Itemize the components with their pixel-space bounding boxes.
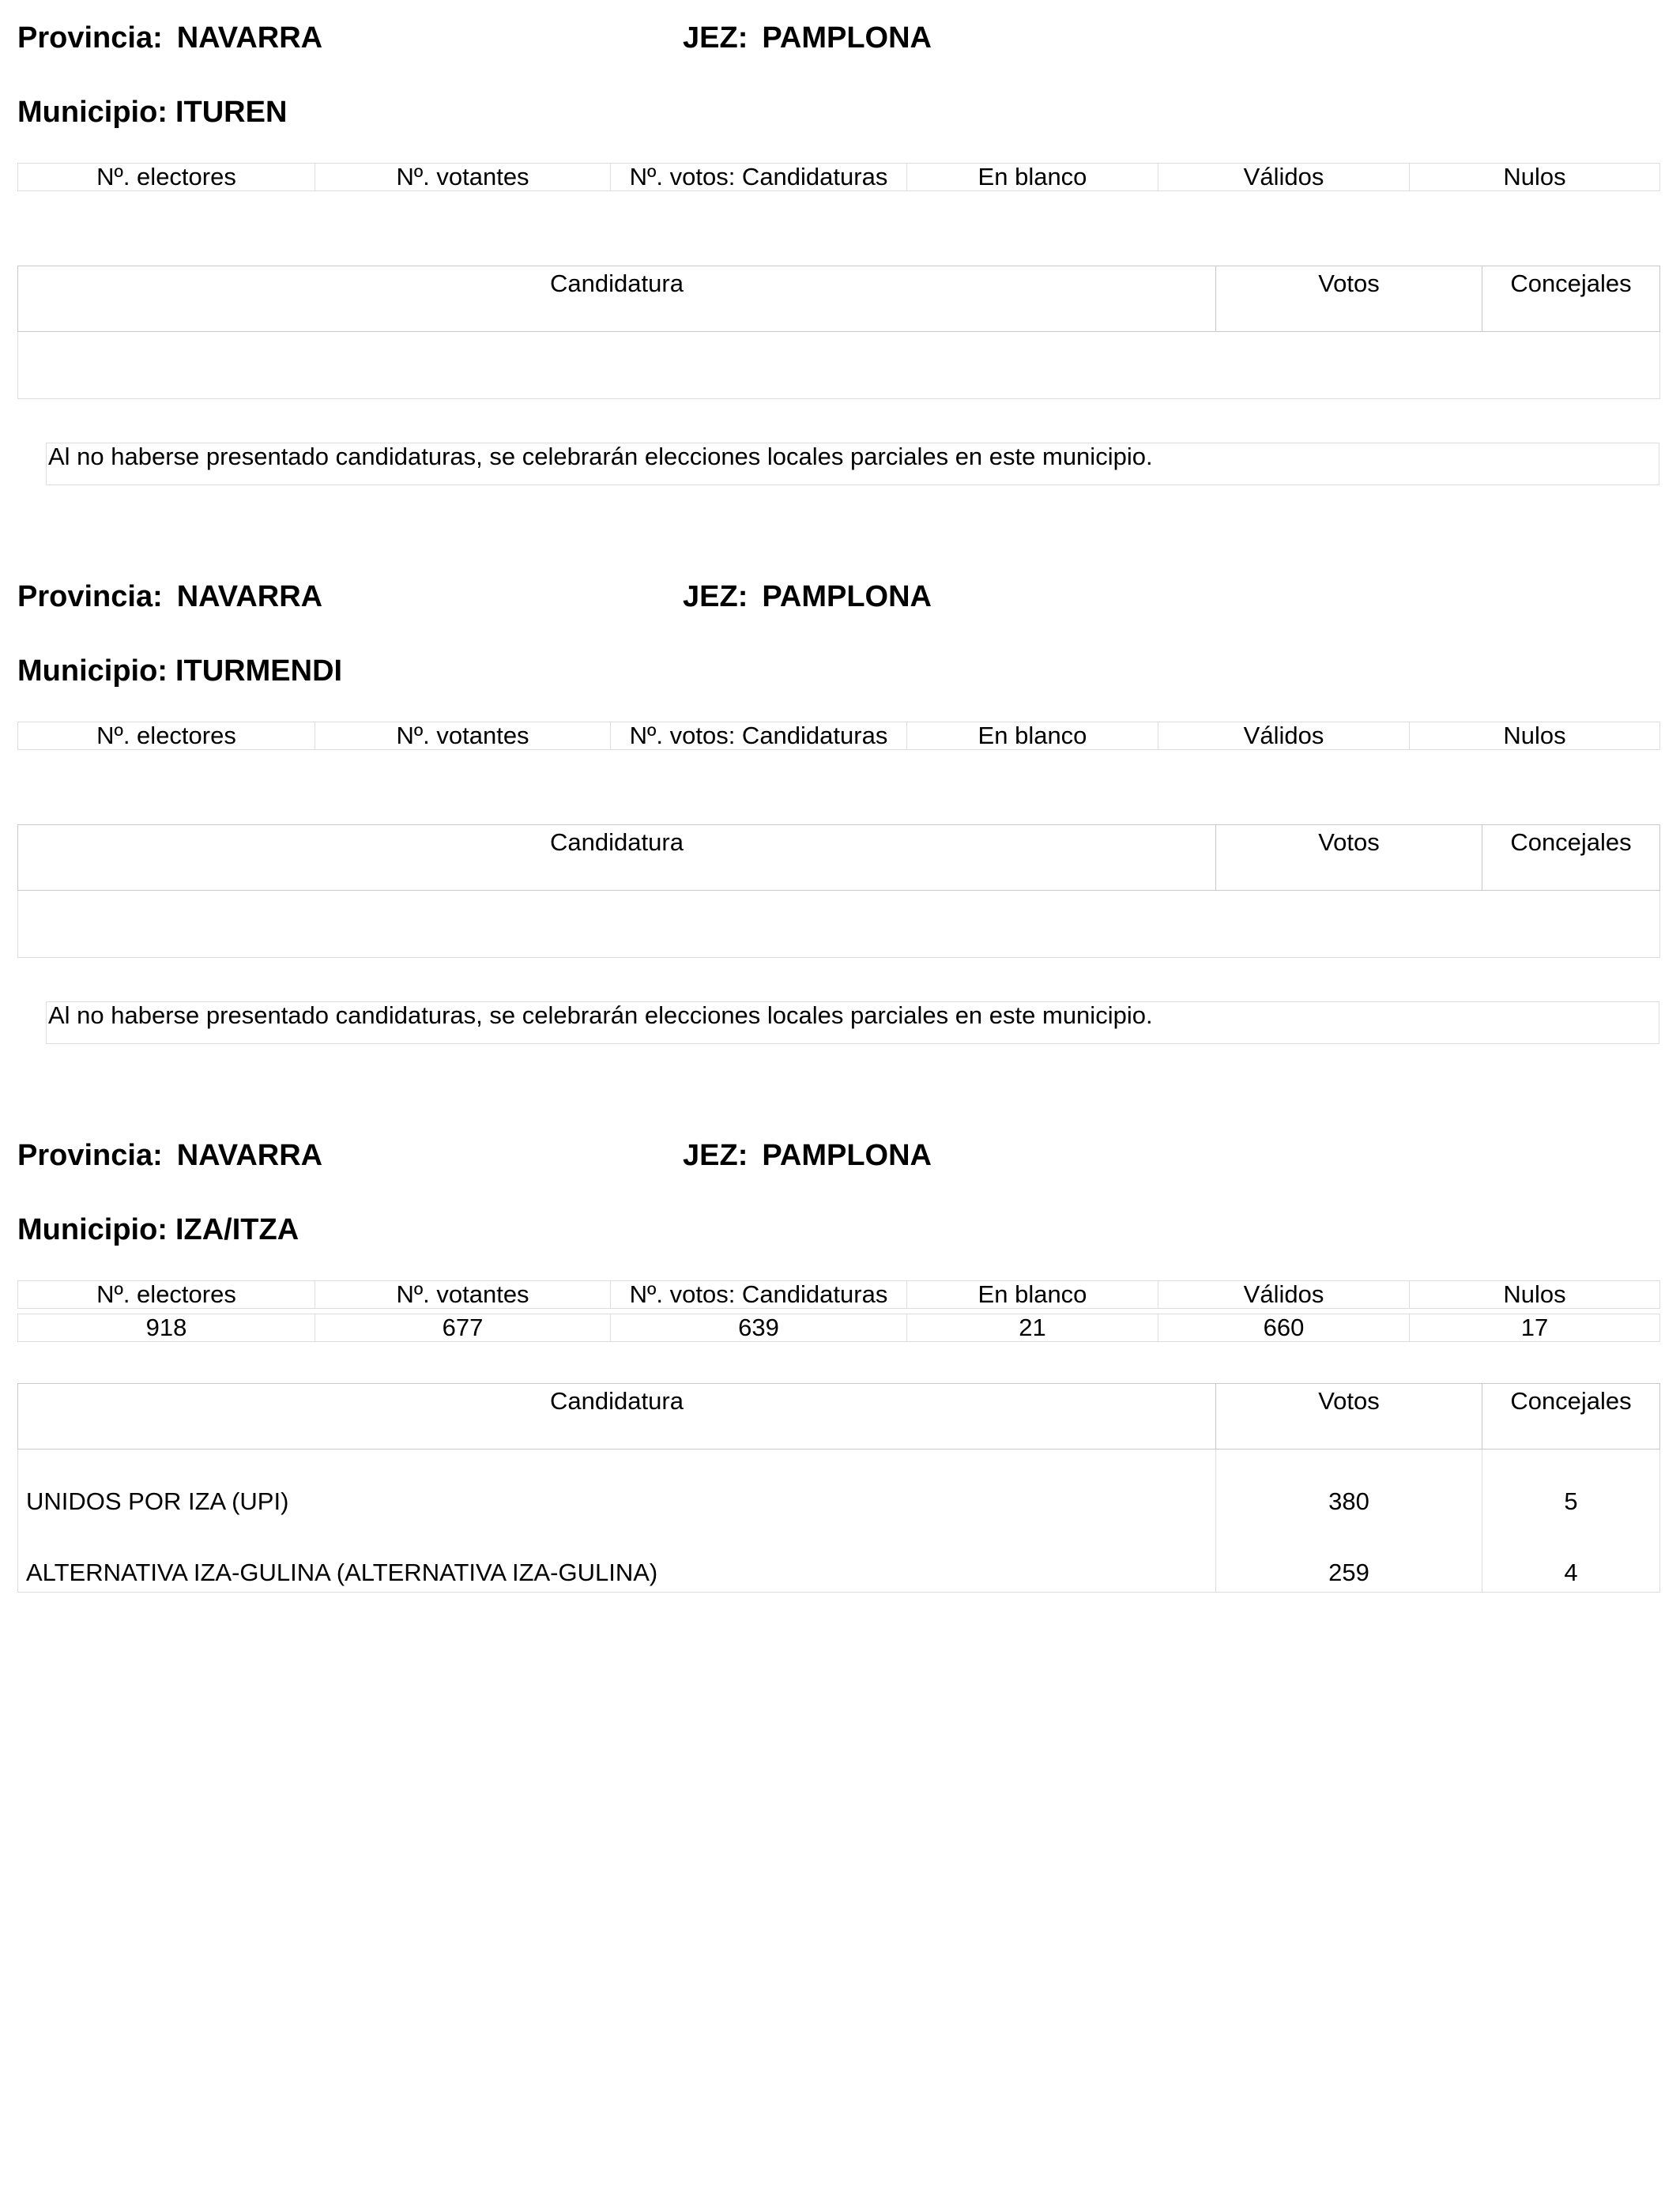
stat-header-electores: Nº. electores (18, 722, 315, 750)
stat-header-votantes: Nº. votantes (315, 1281, 611, 1309)
jez-value: PAMPLONA (762, 1139, 932, 1172)
stat-header-nulos: Nulos (1410, 1281, 1660, 1309)
empty-candidaturas-row (18, 332, 1660, 399)
provincia-heading (17, 579, 322, 614)
provincia-value: NAVARRA (176, 580, 323, 613)
cand-header-votos: Votos (1216, 1384, 1482, 1449)
municipio-block-ituren (0, 0, 1680, 561)
municipio-block-iza-itza (0, 1118, 1680, 1679)
municipio-label: Municipio: (17, 96, 168, 129)
municipio-label: Municipio: (17, 654, 168, 688)
jez-heading (683, 1138, 932, 1173)
stat-header-validos: Válidos (1158, 164, 1410, 191)
cand-header-concejales: Concejales (1482, 266, 1660, 332)
candidatura-concejales: 4 (1482, 1521, 1660, 1593)
stat-header-nulos: Nulos (1410, 722, 1660, 750)
candidatura-name: UNIDOS POR IZA (UPI) (18, 1449, 1216, 1521)
jez-label: JEZ: (683, 580, 748, 613)
jez-value: PAMPLONA (762, 21, 932, 55)
cand-header-candidatura: Candidatura (18, 1384, 1216, 1449)
jez-label: JEZ: (683, 1139, 748, 1172)
stats-values-table (17, 1314, 1660, 1342)
municipio-value: ITUREN (175, 96, 288, 129)
stat-header-nulos: Nulos (1410, 164, 1660, 191)
municipio-heading (17, 654, 342, 688)
municipio-heading (17, 95, 287, 130)
candidatura-votos: 259 (1216, 1521, 1482, 1593)
municipio-value: ITURMENDI (175, 654, 343, 688)
provincia-heading (17, 1138, 322, 1173)
provincia-label: Provincia: (17, 580, 163, 613)
candidatura-name: ALTERNATIVA IZA-GULINA (ALTERNATIVA IZA-GULINA) (18, 1521, 1216, 1593)
stats-header-table (17, 163, 1660, 191)
stat-header-en-blanco: En blanco (907, 1281, 1158, 1309)
provincia-heading (17, 21, 322, 55)
provincia-label: Provincia: (17, 21, 163, 55)
cand-header-candidatura: Candidatura (18, 825, 1216, 891)
no-candidaturas-note: Al no haberse presentado candidaturas, se celebrarán elecciones locales parciales en este municipio. (46, 443, 1659, 485)
cand-header-concejales: Concejales (1482, 825, 1660, 891)
candidaturas-table (17, 1383, 1660, 1593)
candidaturas-table (17, 824, 1660, 958)
stat-value-en-blanco: 21 (907, 1314, 1158, 1342)
stat-header-votos-candidaturas: Nº. votos: Candidaturas (611, 164, 907, 191)
stats-header-table (17, 1280, 1660, 1309)
stat-header-votos-candidaturas: Nº. votos: Candidaturas (611, 1281, 907, 1309)
stat-header-votos-candidaturas: Nº. votos: Candidaturas (611, 722, 907, 750)
provincia-value: NAVARRA (176, 1139, 323, 1172)
table-row (18, 1449, 1660, 1521)
provincia-label: Provincia: (17, 1139, 163, 1172)
stat-value-nulos: 17 (1410, 1314, 1660, 1342)
candidaturas-table (17, 266, 1660, 399)
municipio-label: Municipio: (17, 1213, 168, 1246)
cand-header-candidatura: Candidatura (18, 266, 1216, 332)
municipio-value: IZA/ITZA (175, 1213, 299, 1246)
table-row (18, 1521, 1660, 1593)
stats-header-table (17, 722, 1660, 750)
stat-header-electores: Nº. electores (18, 164, 315, 191)
municipio-heading (17, 1212, 299, 1247)
stat-value-validos: 660 (1158, 1314, 1410, 1342)
stat-value-electores: 918 (18, 1314, 315, 1342)
stat-header-votantes: Nº. votantes (315, 164, 611, 191)
cand-header-votos: Votos (1216, 266, 1482, 332)
jez-label: JEZ: (683, 21, 748, 55)
stat-header-en-blanco: En blanco (907, 164, 1158, 191)
stat-value-votos-candidaturas: 639 (611, 1314, 907, 1342)
municipio-block-iturmendi (0, 559, 1680, 1120)
empty-candidaturas-row (18, 891, 1660, 958)
stat-header-validos: Válidos (1158, 722, 1410, 750)
jez-value: PAMPLONA (762, 580, 932, 613)
stat-value-votantes: 677 (315, 1314, 611, 1342)
candidatura-concejales: 5 (1482, 1449, 1660, 1521)
no-candidaturas-note: Al no haberse presentado candidaturas, se celebrarán elecciones locales parciales en este municipio. (46, 1001, 1659, 1044)
jez-heading (683, 579, 932, 614)
stat-header-electores: Nº. electores (18, 1281, 315, 1309)
candidatura-votos: 380 (1216, 1449, 1482, 1521)
jez-heading (683, 21, 932, 55)
stat-header-validos: Válidos (1158, 1281, 1410, 1309)
cand-header-concejales: Concejales (1482, 1384, 1660, 1449)
cand-header-votos: Votos (1216, 825, 1482, 891)
stat-header-votantes: Nº. votantes (315, 722, 611, 750)
provincia-value: NAVARRA (176, 21, 323, 55)
stat-header-en-blanco: En blanco (907, 722, 1158, 750)
